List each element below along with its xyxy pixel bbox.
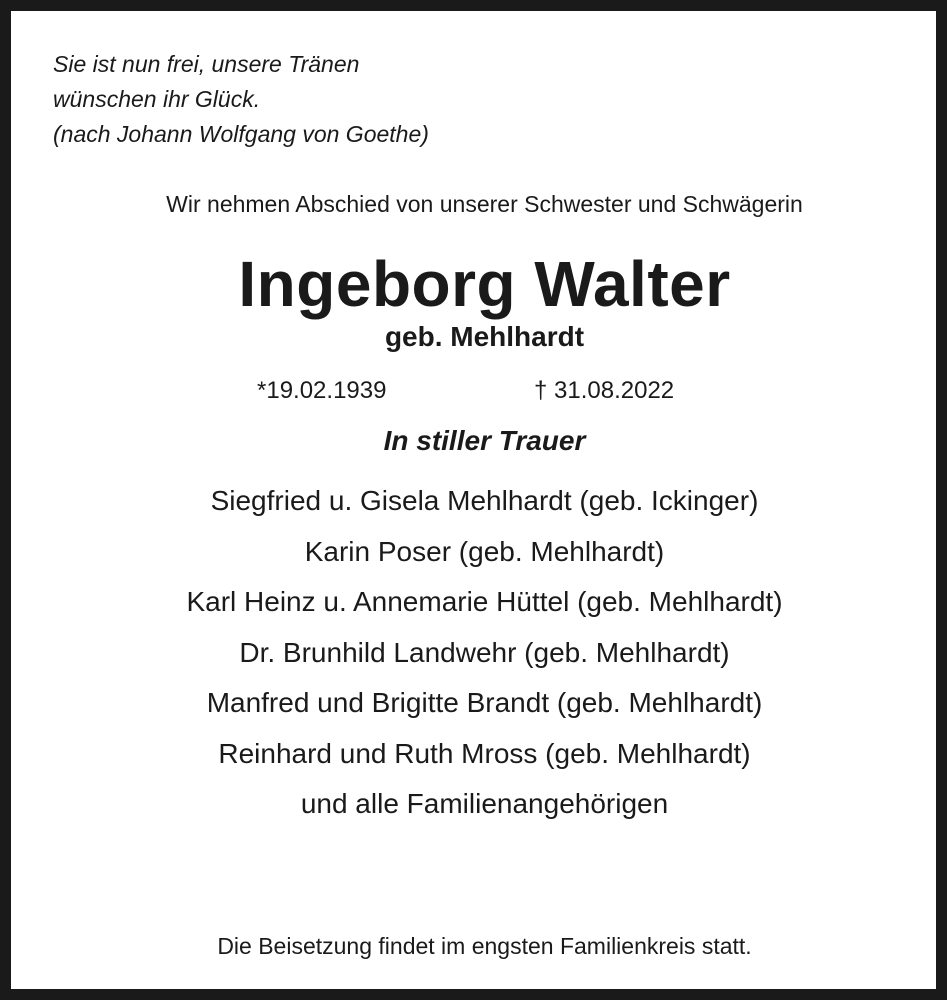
birth-date: *19.02.1939 [257, 377, 387, 404]
list-item: Karin Poser (geb. Mehlhardt) [304, 535, 665, 567]
mourners-list [11, 476, 947, 830]
farewell-intro: Wir nehmen Abschied von unserer Schwester und Schwägerin [166, 191, 803, 217]
list-item: Dr. Brunhild Landwehr (geb. Mehlhardt) [239, 636, 730, 668]
list-item: Reinhard und Ruth Mross (geb. Mehlhardt) [218, 737, 751, 769]
mourning-heading: In stiller Trauer [383, 425, 586, 456]
maiden-name: geb. Mehlhardt [384, 321, 585, 352]
deceased-name: Ingeborg Walter [238, 248, 731, 320]
goethe-quote [53, 47, 429, 152]
quote-line: Sie ist nun frei, unsere Tränen [53, 51, 360, 77]
death-date: † 31.08.2022 [534, 377, 675, 404]
quote-attribution: (nach Johann Wolfgang von Goethe) [53, 121, 429, 147]
list-item: Manfred und Brigitte Brandt (geb. Mehlhardt) [206, 687, 763, 718]
list-item: und alle Familienangehörigen [300, 788, 669, 819]
quote-line: wünschen ihr Glück. [53, 86, 261, 112]
funeral-note: Die Beisetzung findet im engsten Familienkreis statt. [217, 933, 752, 959]
list-item: Siegfried u. Gisela Mehlhardt (geb. Ickinger) [210, 485, 759, 516]
list-item: Karl Heinz u. Annemarie Hüttel (geb. Mehlhardt) [186, 586, 783, 617]
